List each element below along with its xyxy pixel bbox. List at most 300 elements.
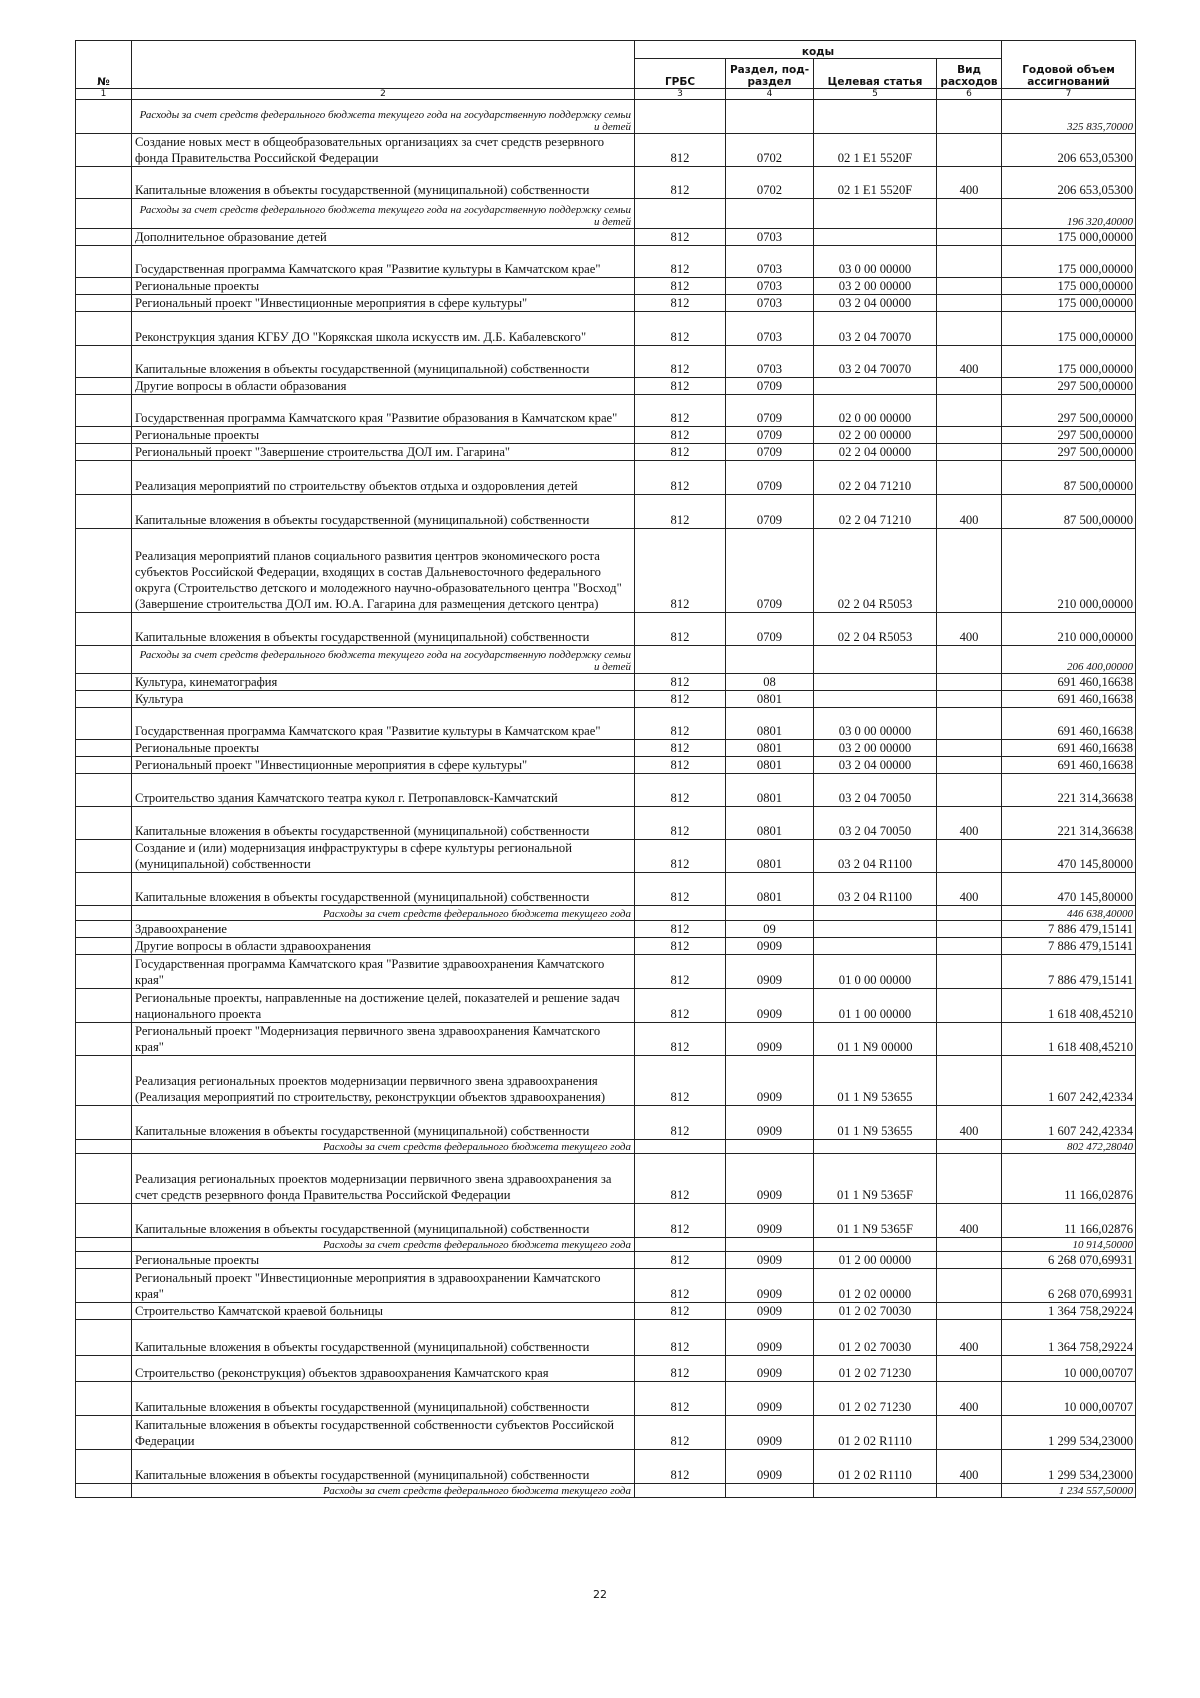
target-article-cell: 01 2 02 00000 bbox=[814, 1269, 937, 1303]
expense-type-cell bbox=[937, 955, 1002, 989]
expense-type-cell: 400 bbox=[937, 1382, 1002, 1416]
item-name: Дополнительное образование детей bbox=[132, 229, 635, 246]
table-row bbox=[76, 989, 1136, 1023]
note-text: Расходы за счет средств федерального бюджета текущего года на государственную поддержку семьи и детей bbox=[132, 100, 635, 134]
item-name: Другие вопросы в области образования bbox=[132, 378, 635, 395]
budget-table-body bbox=[76, 41, 1136, 1498]
table-row bbox=[76, 1023, 1136, 1056]
target-article-cell bbox=[814, 229, 937, 246]
expense-type-cell: 400 bbox=[937, 613, 1002, 646]
razdel-cell bbox=[726, 1238, 814, 1252]
number-cell bbox=[76, 1140, 132, 1154]
grbs-cell: 812 bbox=[635, 1154, 726, 1204]
target-article-cell: 02 2 04 71210 bbox=[814, 495, 937, 529]
item-name: Реализация мероприятий планов социального развития центров экономического роста субъектов Российской Федерации, входящих в состав Дальневосточного федерального округа (Строительство детского и молодежного научно-образовательного центра "Восход" (Завершение строительства ДОЛ им. Ю.А. Гагарина для размещения детского центра) bbox=[132, 529, 635, 613]
header-razdel: Раздел, под-раздел bbox=[726, 59, 814, 89]
header-col-7: 7 bbox=[1002, 89, 1136, 100]
table-row bbox=[76, 955, 1136, 989]
number-cell bbox=[76, 1269, 132, 1303]
table-row bbox=[76, 1320, 1136, 1356]
header-vr: Вид расходов bbox=[937, 59, 1002, 89]
target-article-cell bbox=[814, 906, 937, 921]
grbs-cell: 812 bbox=[635, 427, 726, 444]
expense-type-cell bbox=[937, 100, 1002, 134]
number-cell bbox=[76, 1484, 132, 1498]
target-article-cell: 03 2 04 70070 bbox=[814, 312, 937, 346]
target-article-cell: 02 2 04 71210 bbox=[814, 461, 937, 495]
grbs-cell: 812 bbox=[635, 691, 726, 708]
number-cell bbox=[76, 921, 132, 938]
grbs-cell: 812 bbox=[635, 134, 726, 167]
expense-type-cell bbox=[937, 921, 1002, 938]
grbs-cell: 812 bbox=[635, 1356, 726, 1382]
razdel-cell: 0709 bbox=[726, 461, 814, 495]
expense-type-cell bbox=[937, 1303, 1002, 1320]
table-row bbox=[76, 427, 1136, 444]
amount-cell: 6 268 070,69931 bbox=[1002, 1269, 1136, 1303]
grbs-cell: 812 bbox=[635, 278, 726, 295]
table-row bbox=[76, 246, 1136, 278]
target-article-cell: 02 2 04 R5053 bbox=[814, 613, 937, 646]
grbs-cell: 812 bbox=[635, 1303, 726, 1320]
expense-type-cell: 400 bbox=[937, 495, 1002, 529]
amount-cell: 175 000,00000 bbox=[1002, 246, 1136, 278]
table-row bbox=[76, 1269, 1136, 1303]
item-name: Здравоохранение bbox=[132, 921, 635, 938]
amount-cell: 10 000,00707 bbox=[1002, 1382, 1136, 1416]
note-row bbox=[76, 906, 1136, 921]
razdel-cell: 0909 bbox=[726, 1320, 814, 1356]
amount-cell: 210 000,00000 bbox=[1002, 613, 1136, 646]
amount-cell: 87 500,00000 bbox=[1002, 495, 1136, 529]
amount-cell: 87 500,00000 bbox=[1002, 461, 1136, 495]
expense-type-cell bbox=[937, 757, 1002, 774]
item-name: Реконструкция здания КГБУ ДО "Корякская школа искусств им. Д.Б. Кабалевского" bbox=[132, 312, 635, 346]
header-num: № bbox=[76, 41, 132, 89]
expense-type-cell bbox=[937, 646, 1002, 674]
amount-cell: 691 460,16638 bbox=[1002, 691, 1136, 708]
item-name: Другие вопросы в области здравоохранения bbox=[132, 938, 635, 955]
expense-type-cell: 400 bbox=[937, 1204, 1002, 1238]
number-cell bbox=[76, 1238, 132, 1252]
target-article-cell bbox=[814, 378, 937, 395]
grbs-cell: 812 bbox=[635, 1252, 726, 1269]
expense-type-cell bbox=[937, 427, 1002, 444]
table-row bbox=[76, 774, 1136, 807]
number-cell bbox=[76, 1320, 132, 1356]
note-row bbox=[76, 1238, 1136, 1252]
table-row bbox=[76, 461, 1136, 495]
grbs-cell: 812 bbox=[635, 1204, 726, 1238]
expense-type-cell: 400 bbox=[937, 346, 1002, 378]
table-row bbox=[76, 1450, 1136, 1484]
table-row bbox=[76, 378, 1136, 395]
table-row bbox=[76, 229, 1136, 246]
amount-cell: 7 886 479,15141 bbox=[1002, 955, 1136, 989]
target-article-cell: 03 2 04 70070 bbox=[814, 346, 937, 378]
amount-cell: 175 000,00000 bbox=[1002, 295, 1136, 312]
grbs-cell: 812 bbox=[635, 989, 726, 1023]
grbs-cell: 812 bbox=[635, 444, 726, 461]
header-col-5: 5 bbox=[814, 89, 937, 100]
target-article-cell bbox=[814, 691, 937, 708]
grbs-cell: 812 bbox=[635, 873, 726, 906]
razdel-cell: 0801 bbox=[726, 740, 814, 757]
grbs-cell bbox=[635, 1484, 726, 1498]
grbs-cell bbox=[635, 646, 726, 674]
amount-cell: 175 000,00000 bbox=[1002, 312, 1136, 346]
table-row bbox=[76, 1303, 1136, 1320]
header-col-6: 6 bbox=[937, 89, 1002, 100]
table-row bbox=[76, 840, 1136, 873]
expense-type-cell bbox=[937, 691, 1002, 708]
target-article-cell: 02 1 E1 5520F bbox=[814, 167, 937, 199]
expense-type-cell: 400 bbox=[937, 1450, 1002, 1484]
amount-cell: 1 607 242,42334 bbox=[1002, 1106, 1136, 1140]
note-row bbox=[76, 199, 1136, 229]
table-row bbox=[76, 921, 1136, 938]
number-cell bbox=[76, 757, 132, 774]
target-article-cell: 02 2 00 00000 bbox=[814, 427, 937, 444]
expense-type-cell bbox=[937, 199, 1002, 229]
target-article-cell: 02 2 04 00000 bbox=[814, 444, 937, 461]
grbs-cell: 812 bbox=[635, 674, 726, 691]
item-name: Капитальные вложения в объекты государственной (муниципальной) собственности bbox=[132, 1320, 635, 1356]
target-article-cell: 02 0 00 00000 bbox=[814, 395, 937, 427]
amount-cell: 206 653,05300 bbox=[1002, 167, 1136, 199]
table-row bbox=[76, 295, 1136, 312]
table-row bbox=[76, 134, 1136, 167]
grbs-cell: 812 bbox=[635, 529, 726, 613]
number-cell bbox=[76, 774, 132, 807]
amount-cell: 175 000,00000 bbox=[1002, 346, 1136, 378]
item-name: Капитальные вложения в объекты государственной (муниципальной) собственности bbox=[132, 1382, 635, 1416]
table-row bbox=[76, 757, 1136, 774]
target-article-cell: 03 2 04 00000 bbox=[814, 295, 937, 312]
note-text: Расходы за счет средств федерального бюджета текущего года bbox=[132, 1238, 635, 1252]
grbs-cell: 812 bbox=[635, 757, 726, 774]
item-name: Капитальные вложения в объекты государственной (муниципальной) собственности bbox=[132, 873, 635, 906]
item-name: Региональный проект "Инвестиционные мероприятия в здравоохранении Камчатского края" bbox=[132, 1269, 635, 1303]
header-col-3: 3 bbox=[635, 89, 726, 100]
grbs-cell: 812 bbox=[635, 1056, 726, 1106]
note-text: Расходы за счет средств федерального бюджета текущего года bbox=[132, 906, 635, 921]
number-cell bbox=[76, 312, 132, 346]
target-article-cell: 01 2 02 71230 bbox=[814, 1382, 937, 1416]
razdel-cell: 0703 bbox=[726, 312, 814, 346]
expense-type-cell bbox=[937, 1056, 1002, 1106]
expense-type-cell bbox=[937, 1023, 1002, 1056]
amount-cell: 802 472,28040 bbox=[1002, 1140, 1136, 1154]
number-cell bbox=[76, 295, 132, 312]
item-name: Капитальные вложения в объекты государственной (муниципальной) собственности bbox=[132, 1450, 635, 1484]
target-article-cell bbox=[814, 1484, 937, 1498]
expense-type-cell bbox=[937, 246, 1002, 278]
razdel-cell: 0703 bbox=[726, 229, 814, 246]
item-name: Реализация региональных проектов модернизации первичного звена здравоохранения за счет средств резервного фонда Правительства Российской Федерации bbox=[132, 1154, 635, 1204]
grbs-cell: 812 bbox=[635, 312, 726, 346]
note-text: Расходы за счет средств федерального бюджета текущего года bbox=[132, 1484, 635, 1498]
razdel-cell: 0909 bbox=[726, 938, 814, 955]
table-row bbox=[76, 740, 1136, 757]
number-cell bbox=[76, 495, 132, 529]
number-cell bbox=[76, 691, 132, 708]
number-cell bbox=[76, 873, 132, 906]
razdel-cell: 0909 bbox=[726, 1154, 814, 1204]
razdel-cell: 0703 bbox=[726, 346, 814, 378]
header-col-4: 4 bbox=[726, 89, 814, 100]
table-row bbox=[76, 691, 1136, 708]
amount-cell: 325 835,70000 bbox=[1002, 100, 1136, 134]
amount-cell: 297 500,00000 bbox=[1002, 427, 1136, 444]
razdel-cell: 0709 bbox=[726, 613, 814, 646]
item-name: Капитальные вложения в объекты государственной (муниципальной) собственности bbox=[132, 495, 635, 529]
table-row bbox=[76, 1056, 1136, 1106]
amount-cell: 691 460,16638 bbox=[1002, 708, 1136, 740]
grbs-cell: 812 bbox=[635, 1023, 726, 1056]
number-cell bbox=[76, 674, 132, 691]
amount-cell: 1 607 242,42334 bbox=[1002, 1056, 1136, 1106]
razdel-cell: 0703 bbox=[726, 295, 814, 312]
target-article-cell: 01 0 00 00000 bbox=[814, 955, 937, 989]
grbs-cell: 812 bbox=[635, 938, 726, 955]
number-cell bbox=[76, 229, 132, 246]
number-cell bbox=[76, 444, 132, 461]
amount-cell: 470 145,80000 bbox=[1002, 840, 1136, 873]
grbs-cell: 812 bbox=[635, 461, 726, 495]
number-cell bbox=[76, 613, 132, 646]
number-cell bbox=[76, 246, 132, 278]
amount-cell: 1 618 408,45210 bbox=[1002, 989, 1136, 1023]
grbs-cell: 812 bbox=[635, 1320, 726, 1356]
razdel-cell: 08 bbox=[726, 674, 814, 691]
expense-type-cell bbox=[937, 134, 1002, 167]
item-name: Капитальные вложения в объекты государственной (муниципальной) собственности bbox=[132, 346, 635, 378]
target-article-cell: 01 2 00 00000 bbox=[814, 1252, 937, 1269]
target-article-cell: 03 2 04 70050 bbox=[814, 774, 937, 807]
amount-cell: 1 364 758,29224 bbox=[1002, 1320, 1136, 1356]
item-name: Региональные проекты bbox=[132, 278, 635, 295]
amount-cell: 1 364 758,29224 bbox=[1002, 1303, 1136, 1320]
target-article-cell bbox=[814, 921, 937, 938]
grbs-cell: 812 bbox=[635, 1106, 726, 1140]
target-article-cell: 01 2 02 R1110 bbox=[814, 1450, 937, 1484]
grbs-cell: 812 bbox=[635, 921, 726, 938]
table-row bbox=[76, 1416, 1136, 1450]
amount-cell: 10 000,00707 bbox=[1002, 1356, 1136, 1382]
grbs-cell: 812 bbox=[635, 1416, 726, 1450]
note-row bbox=[76, 1140, 1136, 1154]
table-row bbox=[76, 1106, 1136, 1140]
number-cell bbox=[76, 167, 132, 199]
target-article-cell: 03 0 00 00000 bbox=[814, 708, 937, 740]
item-name: Государственная программа Камчатского края "Развитие образования в Камчатском крае" bbox=[132, 395, 635, 427]
table-row bbox=[76, 708, 1136, 740]
amount-cell: 1 234 557,50000 bbox=[1002, 1484, 1136, 1498]
item-name: Капитальные вложения в объекты государственной (муниципальной) собственности bbox=[132, 1204, 635, 1238]
razdel-cell: 0709 bbox=[726, 395, 814, 427]
number-cell bbox=[76, 1154, 132, 1204]
expense-type-cell: 400 bbox=[937, 1106, 1002, 1140]
number-cell bbox=[76, 395, 132, 427]
header-col-2: 2 bbox=[132, 89, 635, 100]
item-name: Региональный проект "Завершение строительства ДОЛ им. Гагарина" bbox=[132, 444, 635, 461]
item-name: Государственная программа Камчатского края "Развитие культуры в Камчатском крае" bbox=[132, 708, 635, 740]
grbs-cell: 812 bbox=[635, 613, 726, 646]
amount-cell: 11 166,02876 bbox=[1002, 1204, 1136, 1238]
budget-table bbox=[75, 40, 1136, 1498]
note-row bbox=[76, 1484, 1136, 1498]
target-article-cell: 03 2 04 70050 bbox=[814, 807, 937, 840]
note-text: Расходы за счет средств федерального бюджета текущего года bbox=[132, 1140, 635, 1154]
target-article-cell: 01 2 02 R1110 bbox=[814, 1416, 937, 1450]
target-article-cell bbox=[814, 646, 937, 674]
amount-cell: 7 886 479,15141 bbox=[1002, 938, 1136, 955]
number-cell bbox=[76, 134, 132, 167]
number-cell bbox=[76, 1416, 132, 1450]
grbs-cell: 812 bbox=[635, 740, 726, 757]
header-row-numbers bbox=[76, 89, 1136, 100]
amount-cell: 446 638,40000 bbox=[1002, 906, 1136, 921]
target-article-cell bbox=[814, 1140, 937, 1154]
number-cell bbox=[76, 938, 132, 955]
grbs-cell: 812 bbox=[635, 346, 726, 378]
razdel-cell bbox=[726, 1484, 814, 1498]
item-name: Государственная программа Камчатского края "Развитие здравоохранения Камчатского края" bbox=[132, 955, 635, 989]
item-name: Государственная программа Камчатского края "Развитие культуры в Камчатском крае" bbox=[132, 246, 635, 278]
amount-cell: 470 145,80000 bbox=[1002, 873, 1136, 906]
razdel-cell: 0709 bbox=[726, 529, 814, 613]
header-grbs: ГРБС bbox=[635, 59, 726, 89]
target-article-cell: 01 1 N9 53655 bbox=[814, 1056, 937, 1106]
item-name: Реализация региональных проектов модернизации первичного звена здравоохранения (Реализация мероприятий по строительству, реконструкции объектов здравоохранения) bbox=[132, 1056, 635, 1106]
razdel-cell: 0801 bbox=[726, 691, 814, 708]
expense-type-cell: 400 bbox=[937, 873, 1002, 906]
expense-type-cell bbox=[937, 295, 1002, 312]
razdel-cell: 0801 bbox=[726, 708, 814, 740]
razdel-cell: 0909 bbox=[726, 1303, 814, 1320]
expense-type-cell bbox=[937, 444, 1002, 461]
item-name: Региональный проект "Модернизация первичного звена здравоохранения Камчатского края" bbox=[132, 1023, 635, 1056]
table-row bbox=[76, 346, 1136, 378]
header-col-1: 1 bbox=[76, 89, 132, 100]
note-text: Расходы за счет средств федерального бюджета текущего года на государственную поддержку семьи и детей bbox=[132, 199, 635, 229]
item-name: Региональный проект "Инвестиционные мероприятия в сфере культуры" bbox=[132, 757, 635, 774]
target-article-cell: 02 2 04 R5053 bbox=[814, 529, 937, 613]
amount-cell: 175 000,00000 bbox=[1002, 229, 1136, 246]
grbs-cell: 812 bbox=[635, 229, 726, 246]
table-row bbox=[76, 495, 1136, 529]
razdel-cell: 0909 bbox=[726, 1382, 814, 1416]
number-cell bbox=[76, 1252, 132, 1269]
grbs-cell bbox=[635, 1238, 726, 1252]
table-row bbox=[76, 444, 1136, 461]
target-article-cell bbox=[814, 938, 937, 955]
expense-type-cell bbox=[937, 1154, 1002, 1204]
target-article-cell: 01 2 02 70030 bbox=[814, 1303, 937, 1320]
target-article-cell: 03 2 00 00000 bbox=[814, 278, 937, 295]
amount-cell: 297 500,00000 bbox=[1002, 378, 1136, 395]
number-cell bbox=[76, 1204, 132, 1238]
expense-type-cell bbox=[937, 1269, 1002, 1303]
razdel-cell: 0801 bbox=[726, 840, 814, 873]
razdel-cell: 0909 bbox=[726, 1269, 814, 1303]
razdel-cell: 0709 bbox=[726, 427, 814, 444]
amount-cell: 11 166,02876 bbox=[1002, 1154, 1136, 1204]
razdel-cell: 0709 bbox=[726, 378, 814, 395]
number-cell bbox=[76, 989, 132, 1023]
item-name: Капитальные вложения в объекты государственной (муниципальной) собственности bbox=[132, 807, 635, 840]
amount-cell: 691 460,16638 bbox=[1002, 740, 1136, 757]
razdel-cell bbox=[726, 100, 814, 134]
razdel-cell: 0909 bbox=[726, 989, 814, 1023]
grbs-cell: 812 bbox=[635, 246, 726, 278]
amount-cell: 297 500,00000 bbox=[1002, 395, 1136, 427]
expense-type-cell bbox=[937, 1140, 1002, 1154]
note-text: Расходы за счет средств федерального бюджета текущего года на государственную поддержку семьи и детей bbox=[132, 646, 635, 674]
number-cell bbox=[76, 1382, 132, 1416]
amount-cell: 297 500,00000 bbox=[1002, 444, 1136, 461]
number-cell bbox=[76, 461, 132, 495]
item-name: Капитальные вложения в объекты государственной (муниципальной) собственности bbox=[132, 167, 635, 199]
note-row bbox=[76, 100, 1136, 134]
number-cell bbox=[76, 1056, 132, 1106]
number-cell bbox=[76, 378, 132, 395]
target-article-cell: 02 1 E1 5520F bbox=[814, 134, 937, 167]
grbs-cell: 812 bbox=[635, 840, 726, 873]
grbs-cell: 812 bbox=[635, 1269, 726, 1303]
amount-cell: 6 268 070,69931 bbox=[1002, 1252, 1136, 1269]
item-name: Региональный проект "Инвестиционные мероприятия в сфере культуры" bbox=[132, 295, 635, 312]
razdel-cell bbox=[726, 199, 814, 229]
amount-cell: 206 400,00000 bbox=[1002, 646, 1136, 674]
page-number: 22 bbox=[593, 1588, 607, 1601]
target-article-cell: 03 2 04 R1100 bbox=[814, 873, 937, 906]
table-row bbox=[76, 807, 1136, 840]
expense-type-cell bbox=[937, 529, 1002, 613]
grbs-cell: 812 bbox=[635, 774, 726, 807]
expense-type-cell bbox=[937, 1416, 1002, 1450]
target-article-cell: 03 0 00 00000 bbox=[814, 246, 937, 278]
item-name: Региональные проекты bbox=[132, 1252, 635, 1269]
target-article-cell bbox=[814, 1238, 937, 1252]
item-name: Региональные проекты, направленные на достижение целей, показателей и решение задач национального проекта bbox=[132, 989, 635, 1023]
item-name: Создание и (или) модернизация инфраструктуры в сфере культуры региональной (муниципальной) собственности bbox=[132, 840, 635, 873]
razdel-cell: 0909 bbox=[726, 1450, 814, 1484]
number-cell bbox=[76, 740, 132, 757]
table-row bbox=[76, 167, 1136, 199]
item-name: Строительство Камчатской краевой больницы bbox=[132, 1303, 635, 1320]
grbs-cell: 812 bbox=[635, 1450, 726, 1484]
table-row bbox=[76, 395, 1136, 427]
header-name bbox=[132, 41, 635, 89]
razdel-cell: 0909 bbox=[726, 1023, 814, 1056]
target-article-cell: 01 1 00 00000 bbox=[814, 989, 937, 1023]
number-cell bbox=[76, 1303, 132, 1320]
amount-cell: 691 460,16638 bbox=[1002, 757, 1136, 774]
expense-type-cell bbox=[937, 1252, 1002, 1269]
item-name: Строительство (реконструкция) объектов здравоохранения Камчатского края bbox=[132, 1356, 635, 1382]
number-cell bbox=[76, 708, 132, 740]
razdel-cell: 0909 bbox=[726, 955, 814, 989]
razdel-cell bbox=[726, 1140, 814, 1154]
target-article-cell: 01 1 N9 5365F bbox=[814, 1154, 937, 1204]
item-name: Реализация мероприятий по строительству объектов отдыха и оздоровления детей bbox=[132, 461, 635, 495]
table-row bbox=[76, 529, 1136, 613]
target-article-cell: 03 2 04 00000 bbox=[814, 757, 937, 774]
amount-cell: 210 000,00000 bbox=[1002, 529, 1136, 613]
grbs-cell: 812 bbox=[635, 1382, 726, 1416]
